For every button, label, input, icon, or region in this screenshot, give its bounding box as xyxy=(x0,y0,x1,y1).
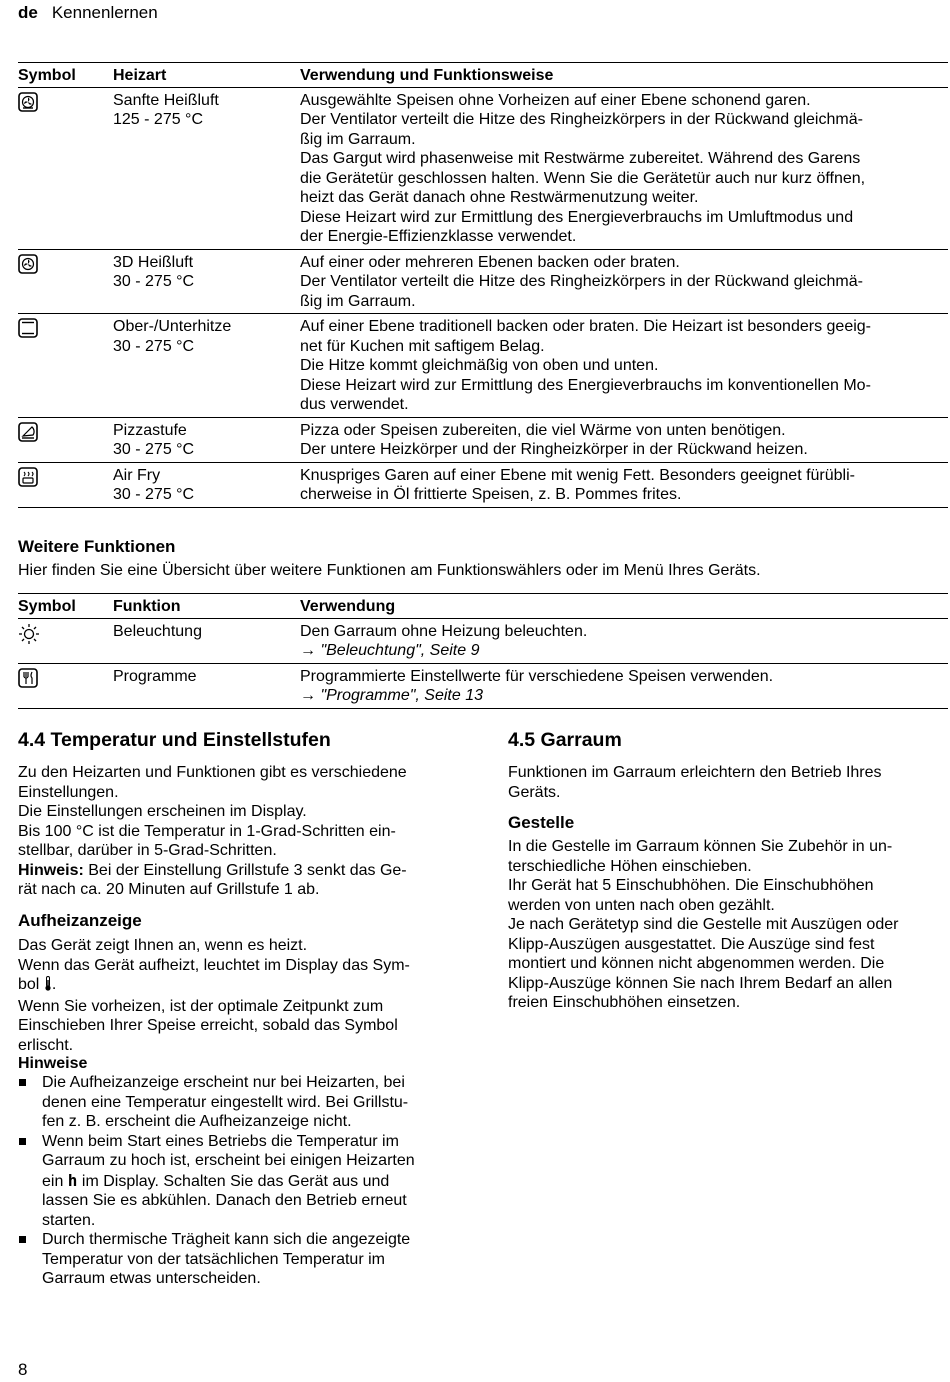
usage-line: Auf einer Ebene traditionell backen oder braten. Die Heizart ist besonders geeig- xyxy=(300,318,871,335)
text-line xyxy=(42,1171,463,1192)
table-row xyxy=(18,314,948,418)
col-header-symbol: Symbol xyxy=(18,63,113,88)
temperature-range: 30 - 275 °C xyxy=(113,486,195,503)
function-cell xyxy=(113,663,300,708)
list-item xyxy=(18,1073,463,1132)
usage-line: Diese Heizart wird zur Ermittlung des Energieverbrauchs im Umluftmodus und xyxy=(300,208,854,226)
heatup-indicator-heading: Aufheizanzeige xyxy=(18,911,142,930)
text-line: Die Einstellungen erscheinen im Display. xyxy=(18,803,307,820)
table-row xyxy=(18,462,948,507)
heating-mode-name: Sanfte Heißluft xyxy=(113,91,219,109)
arrow-right-icon: → xyxy=(300,687,316,704)
section-4-5-body xyxy=(508,763,950,802)
text-line: Klipp-Auszüge können Sie nach Ihrem Bedarf an allen xyxy=(508,974,893,992)
table-header-row xyxy=(18,63,948,88)
usage-line: Knuspriges Garen auf einer Ebene mit wenig Fett. Besonders geeignet fürübli- xyxy=(300,466,855,484)
temperature-range: 125 - 275 °C xyxy=(113,111,204,128)
more-functions-table xyxy=(18,593,948,709)
text-fragment: im Display. Schalten Sie das Gerät aus und xyxy=(77,1172,390,1190)
table-header-row xyxy=(18,594,948,619)
table-row xyxy=(18,249,948,314)
function-name: Programme xyxy=(113,667,197,685)
usage-line: die Gerätetür geschlossen halten. Wenn Sie die Gerätetür auch nur kurz öffnen, xyxy=(300,169,866,187)
text-line: Bis 100 °C ist die Temperatur in 1-Grad-Schritten ein- xyxy=(18,822,396,840)
usage-line: der Energie-Effizienzklasse verwendet. xyxy=(300,228,577,245)
usage-line: Das Gargut wird phasenweise mit Restwärme zubereitet. Während des Garens xyxy=(300,150,861,167)
heating-mode-name: Ober-/Unterhitze xyxy=(113,318,232,335)
usage-line: ßig im Garraum. xyxy=(300,130,416,148)
heating-mode-cell xyxy=(113,314,300,418)
text-line: montiert und können nicht abgenommen werden. Die xyxy=(508,955,885,972)
text-line: Einschieben Ihrer Speise erreicht, sobald das Symbol xyxy=(18,1017,398,1034)
note-text: Bei der Einstellung Grillstufe 3 senkt das Ge- xyxy=(83,861,407,879)
section-4-4-body xyxy=(18,763,463,900)
text-line: werden von unten nach oben gezählt. xyxy=(508,896,775,914)
notes-list xyxy=(18,1073,463,1289)
usage-line: Der untere Heizkörper und der Ringheizkörper in der Rückwand heizen. xyxy=(300,441,808,458)
usage-line: heizt das Gerät danach ohne Restwärmenutzung weiter. xyxy=(300,189,699,206)
usage-line: cherweise in Öl frittierte Speisen, z. B. Pommes frites. xyxy=(300,486,682,503)
text-line: stellbar, darüber in 5-Grad-Schritten. xyxy=(18,842,277,859)
reference-link[interactable]: "Beleuchtung", Seite 9 xyxy=(320,642,480,659)
text-line xyxy=(18,975,463,997)
usage-line: Ausgewählte Speisen ohne Vorheizen auf einer Ebene schonend garen. xyxy=(300,91,811,109)
heating-modes-table xyxy=(18,62,948,508)
list-item xyxy=(18,1132,463,1231)
col-header-usage: Verwendung und Funktionsweise xyxy=(300,63,948,88)
language-code: de xyxy=(18,3,38,22)
more-functions-intro: Hier finden Sie eine Übersicht über weitere Funktionen am Funktionswählers oder im Menü Ihres Geräts. xyxy=(18,562,761,579)
text-line: Zu den Heizarten und Funktionen gibt es verschiedene xyxy=(18,764,407,781)
text-line: Je nach Gerätetyp sind die Gestelle mit Auszügen oder xyxy=(508,916,899,933)
section-4-5-heading: 4.5 Garraum xyxy=(508,729,622,751)
heating-mode-cell xyxy=(113,417,300,462)
col-header-usage: Verwendung xyxy=(300,594,948,619)
heating-mode-cell xyxy=(113,87,300,249)
text-line: Temperatur von der tatsächlichen Temperatur im xyxy=(42,1250,385,1268)
light-bulb-icon xyxy=(18,618,113,663)
text-line: Funktionen im Garraum erleichtern den Betrieb Ihres xyxy=(508,764,882,781)
text-line: freien Einschubhöhen einsetzen. xyxy=(508,994,741,1011)
usage-cell xyxy=(300,87,948,249)
usage-cell xyxy=(300,249,948,314)
programs-cutlery-icon xyxy=(18,663,113,708)
arrow-right-icon: → xyxy=(300,642,316,659)
list-item xyxy=(18,1230,463,1289)
usage-line: Diese Heizart wird zur Ermittlung des Energieverbrauchs im konventionellen Mo- xyxy=(300,376,871,394)
heating-mode-name: 3D Heißluft xyxy=(113,253,194,271)
text-line: Geräts. xyxy=(508,783,561,801)
usage-line: net für Kuchen mit saftigem Belag. xyxy=(300,337,545,355)
text-fragment: . xyxy=(51,976,57,993)
usage-line: dus verwendet. xyxy=(300,396,409,413)
page-reference[interactable] xyxy=(300,686,948,706)
usage-line: Den Garraum ohne Heizung beleuchten. xyxy=(300,622,588,640)
temperature-range: 30 - 275 °C xyxy=(113,441,195,458)
thermometer-icon xyxy=(44,976,52,997)
text-line: Wenn Sie vorheizen, ist der optimale Zeitpunkt zum xyxy=(18,997,384,1015)
text-fragment: ein xyxy=(42,1172,68,1190)
text-line: Wenn das Gerät aufheizt, leuchtet im Display das Sym- xyxy=(18,956,410,974)
table-row xyxy=(18,663,948,708)
section-4-4-heading: 4.4 Temperatur und Einstellstufen xyxy=(18,729,331,751)
section-title: Kennenlernen xyxy=(51,3,158,22)
text-line: Garraum zu hoch ist, erscheint bei einigen Heizarten xyxy=(42,1152,415,1169)
note-line xyxy=(18,861,463,881)
racks-heading: Gestelle xyxy=(508,813,575,832)
page-number: 8 xyxy=(18,1360,28,1379)
usage-cell xyxy=(300,618,948,663)
usage-cell xyxy=(300,663,948,708)
table-row xyxy=(18,417,948,462)
reference-link[interactable]: "Programme", Seite 13 xyxy=(320,687,483,704)
text-line: Garraum etwas unterscheiden. xyxy=(42,1270,261,1287)
usage-line: Auf einer oder mehreren Ebenen backen oder braten. xyxy=(300,253,680,271)
usage-line: Pizza oder Speisen zubereiten, die viel Wärme von unten benötigen. xyxy=(300,421,786,439)
display-symbol: h xyxy=(67,1170,78,1190)
text-line: Wenn beim Start eines Betriebs die Temperatur im xyxy=(42,1132,399,1150)
text-line: lassen Sie es abkühlen. Danach den Betrieb erneut xyxy=(42,1192,407,1209)
fan-hot-air-gentle-icon xyxy=(18,87,113,249)
more-functions-heading: Weitere Funktionen xyxy=(18,537,176,556)
notes-heading: Hinweise xyxy=(18,1055,88,1072)
text-line: fen z. B. erscheint die Aufheizanzeige nicht. xyxy=(42,1113,352,1130)
usage-line: Programmierte Einstellwerte für verschiedene Speisen verwenden. xyxy=(300,667,774,685)
air-fry-icon xyxy=(18,462,113,507)
text-line: Die Aufheizanzeige erscheint nur bei Heizarten, bei xyxy=(42,1074,405,1091)
col-header-heating-mode: Heizart xyxy=(113,63,300,88)
text-line: Klipp-Auszügen ausgestattet. Die Auszüge sind fest xyxy=(508,935,875,953)
text-line: Ihr Gerät hat 5 Einschubhöhen. Die Einschubhöhen xyxy=(508,877,874,894)
text-line: Das Gerät zeigt Ihnen an, wenn es heizt. xyxy=(18,937,308,954)
heating-mode-name: Air Fry xyxy=(113,466,161,484)
table-row xyxy=(18,87,948,249)
text-line: Einstellungen. xyxy=(18,783,119,801)
page-reference[interactable] xyxy=(300,641,948,661)
text-fragment: bol xyxy=(18,976,40,993)
col-header-function: Funktion xyxy=(113,594,300,619)
text-line: rät nach ca. 20 Minuten auf Grillstufe 1 ab. xyxy=(18,881,320,898)
racks-body xyxy=(508,837,950,1013)
heating-mode-cell xyxy=(113,462,300,507)
usage-cell xyxy=(300,417,948,462)
usage-line: ßig im Garraum. xyxy=(300,292,416,310)
usage-line: Der Ventilator verteilt die Hitze des Ringheizkörpers in der Rückwand gleichmä- xyxy=(300,111,863,128)
usage-cell xyxy=(300,462,948,507)
fan-3d-hot-air-icon xyxy=(18,249,113,314)
function-cell xyxy=(113,618,300,663)
heating-mode-name: Pizzastufe xyxy=(113,421,187,439)
text-line: In die Gestelle im Garraum können Sie Zubehör in un- xyxy=(508,838,893,855)
usage-line: Der Ventilator verteilt die Hitze des Ringheizkörpers in der Rückwand gleichmä- xyxy=(300,273,863,290)
text-line: erlischt. xyxy=(18,1036,74,1054)
text-line: Durch thermische Trägheit kann sich die angezeigte xyxy=(42,1231,411,1248)
table-row xyxy=(18,618,948,663)
heating-mode-cell xyxy=(113,249,300,314)
function-name: Beleuchtung xyxy=(113,622,202,640)
temperature-range: 30 - 275 °C xyxy=(113,273,195,290)
usage-cell xyxy=(300,314,948,418)
text-line: denen eine Temperatur eingestellt wird. Bei Grillstu- xyxy=(42,1093,409,1111)
temperature-range: 30 - 275 °C xyxy=(113,337,195,355)
text-line: terschiedliche Höhen einschieben. xyxy=(508,857,752,875)
page-header xyxy=(18,3,158,23)
text-line: starten. xyxy=(42,1211,96,1229)
col-header-symbol: Symbol xyxy=(18,594,113,619)
heatup-indicator-body xyxy=(18,936,463,1055)
pizza-setting-icon xyxy=(18,417,113,462)
top-bottom-heat-icon xyxy=(18,314,113,418)
note-label: Hinweis: xyxy=(18,861,84,879)
notes-list-container xyxy=(18,1073,463,1289)
usage-line: Die Hitze kommt gleichmäßig von oben und unten. xyxy=(300,357,659,374)
